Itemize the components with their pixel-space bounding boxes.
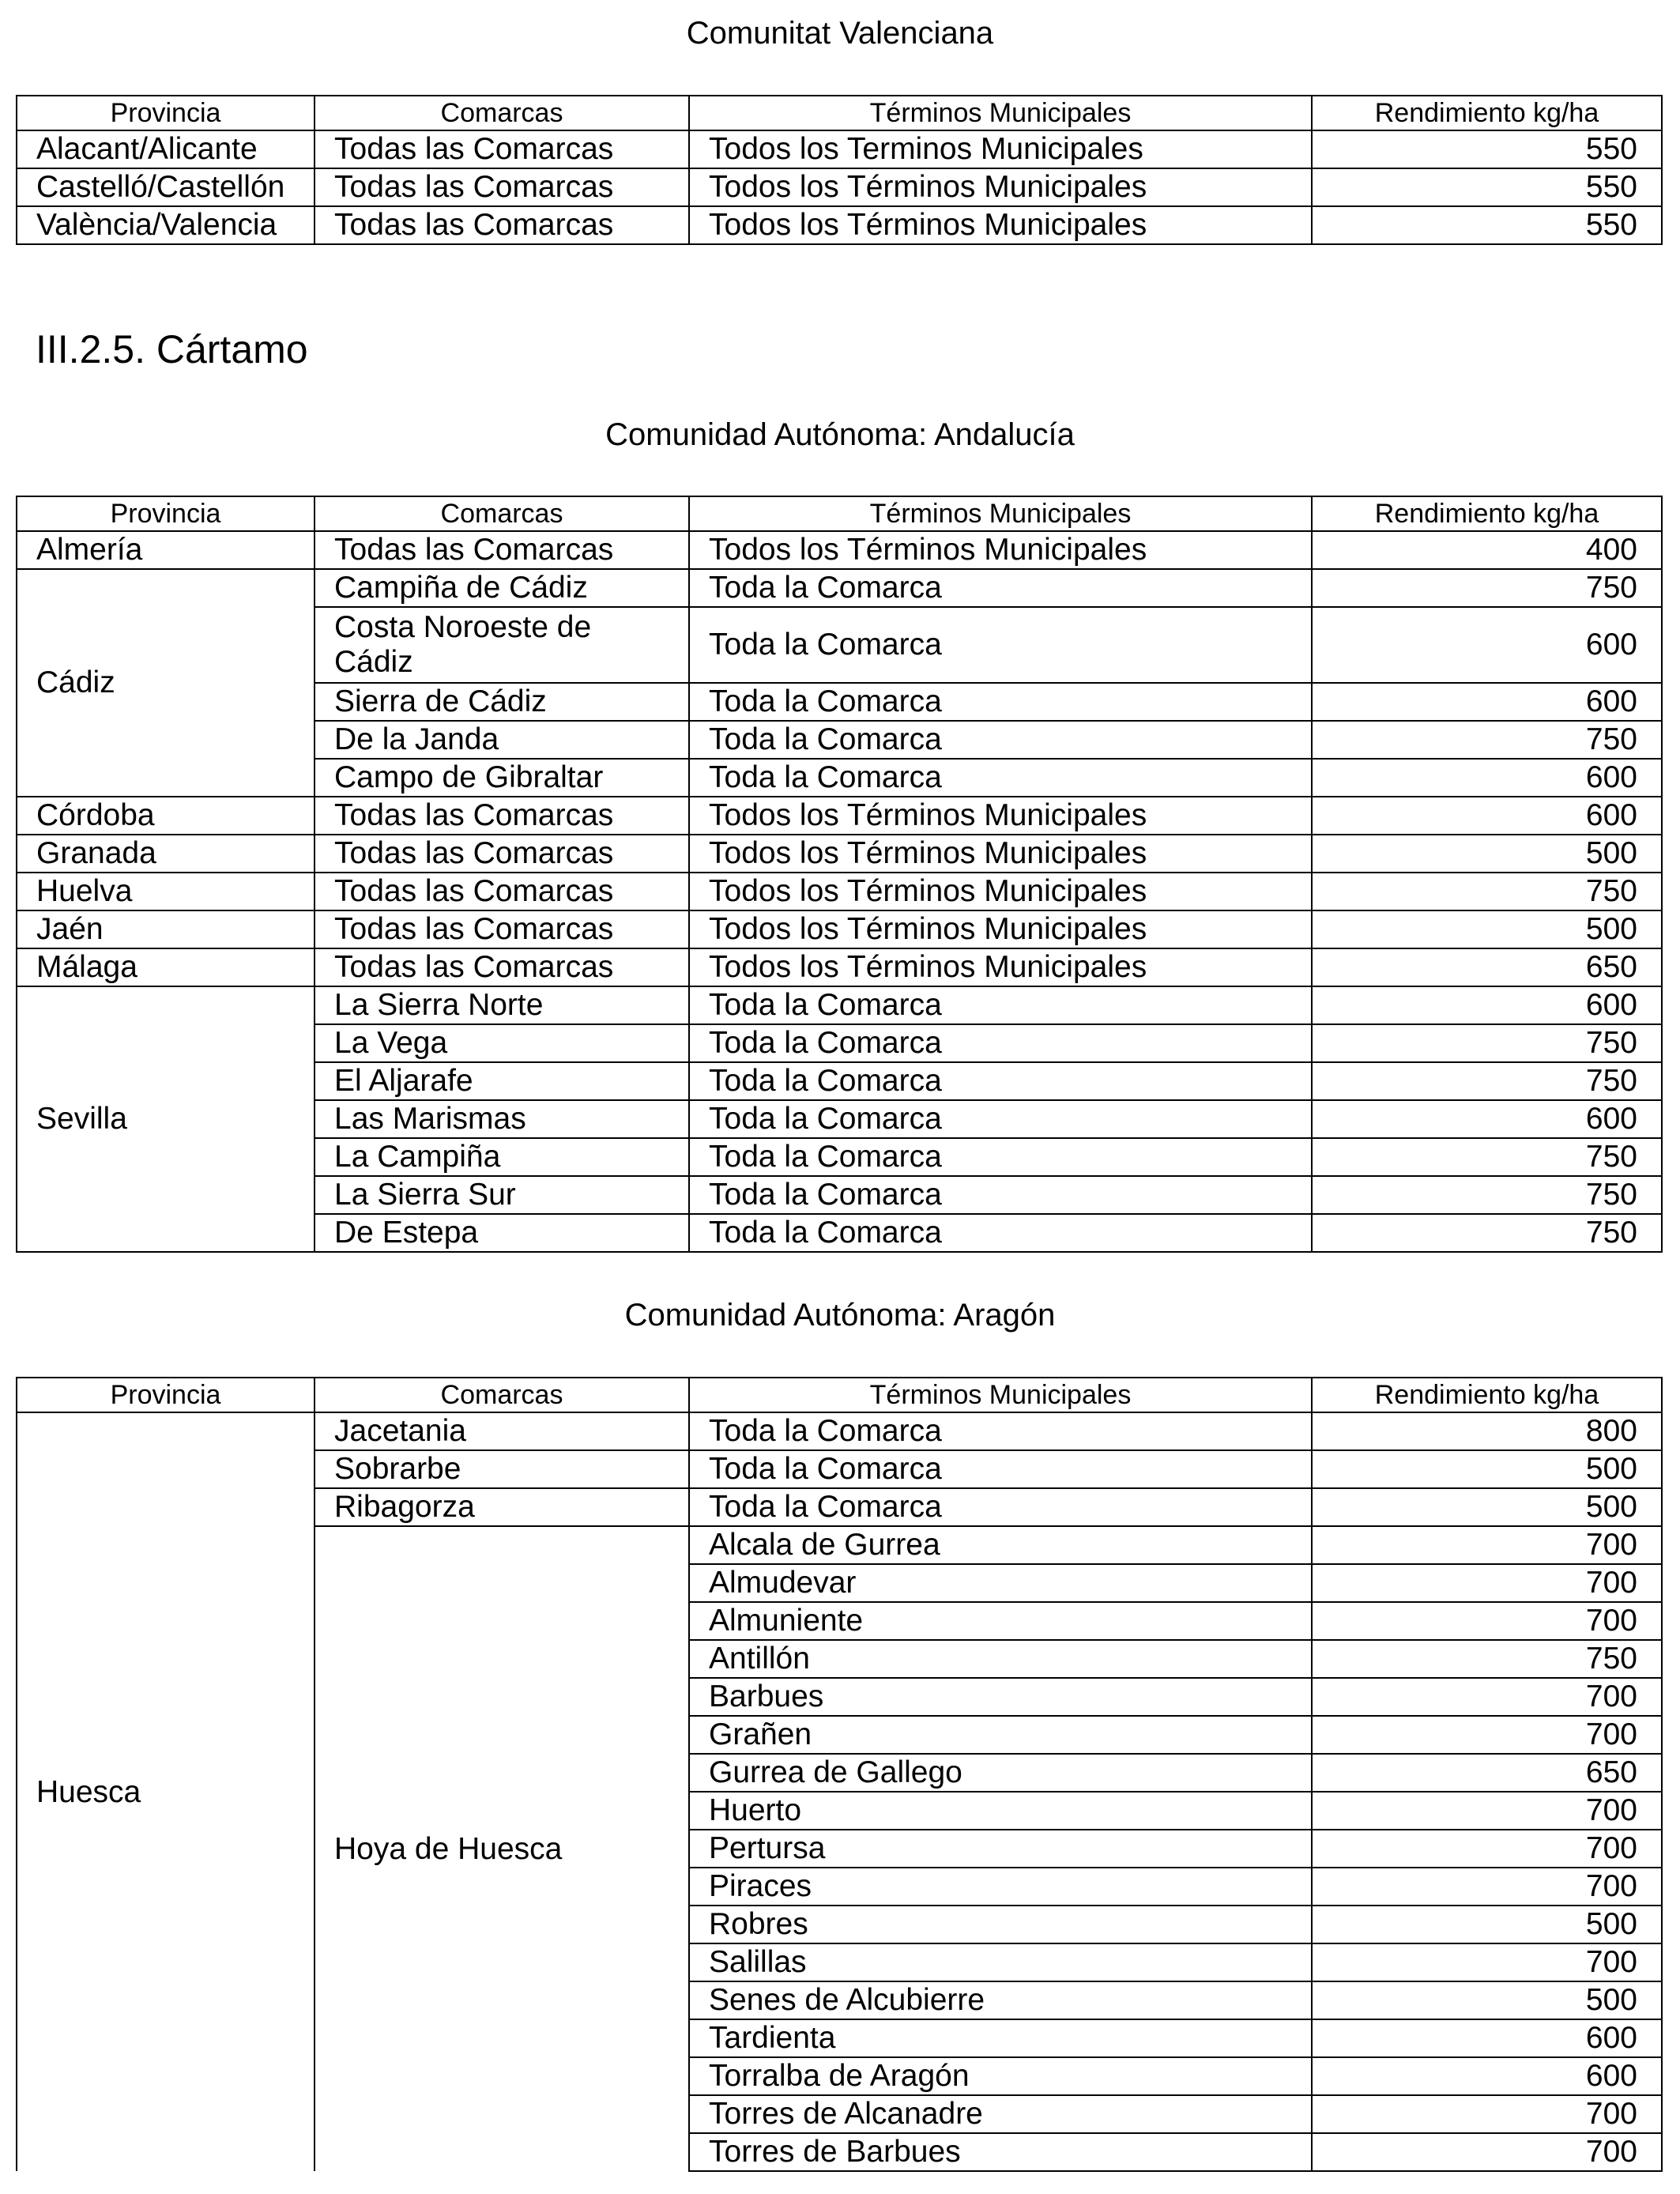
comarca-cell: El Aljarafe <box>315 1062 689 1100</box>
aragon-title: Comunidad Autónoma: Aragón <box>624 1298 1056 1333</box>
termino-cell: Toda la Comarca <box>689 1488 1312 1526</box>
comarca-cell: Ribagorza <box>315 1488 689 1526</box>
table-row <box>17 569 1662 607</box>
header-provincia: Provincia <box>17 96 315 130</box>
rendimiento-cell: 750 <box>1312 721 1662 759</box>
termino-cell: Toda la Comarca <box>689 721 1312 759</box>
termino-cell: Todos los Términos Municipales <box>689 948 1312 986</box>
termino-cell: Toda la Comarca <box>689 683 1312 721</box>
comarca-cell: Todas las Comarcas <box>315 948 689 986</box>
aragon-table <box>16 1377 1663 2172</box>
comarca-cell: Costa Noroeste de Cádiz <box>315 607 689 683</box>
comarca-cell: Todas las Comarcas <box>315 130 689 168</box>
rendimiento-cell: 800 <box>1312 1412 1662 1450</box>
rendimiento-cell: 700 <box>1312 1564 1662 1602</box>
provincia-cell: Cádiz <box>17 569 315 797</box>
comarca-cell: Hoya de Huesca <box>315 1526 689 2171</box>
rendimiento-cell: 700 <box>1312 1526 1662 1564</box>
rendimiento-cell: 700 <box>1312 1678 1662 1716</box>
comarca-cell: Sobrarbe <box>315 1450 689 1488</box>
table-row <box>17 206 1662 244</box>
header-comarcas: Comarcas <box>315 496 689 531</box>
rendimiento-cell: 700 <box>1312 2133 1662 2171</box>
provincia-cell: Huesca <box>17 1412 315 2171</box>
table-header-row <box>17 96 1662 130</box>
comarca-cell: Todas las Comarcas <box>315 910 689 948</box>
rendimiento-cell: 600 <box>1312 797 1662 835</box>
comarca-cell: La Sierra Sur <box>315 1176 689 1214</box>
rendimiento-cell: 700 <box>1312 1943 1662 1981</box>
rendimiento-cell: 600 <box>1312 1100 1662 1138</box>
table-row <box>17 910 1662 948</box>
rendimiento-cell: 700 <box>1312 1868 1662 1906</box>
rendimiento-cell: 500 <box>1312 1906 1662 1943</box>
termino-cell: Gurrea de Gallego <box>689 1754 1312 1792</box>
rendimiento-cell: 750 <box>1312 1214 1662 1252</box>
rendimiento-cell: 750 <box>1312 569 1662 607</box>
termino-cell: Todos los Términos Municipales <box>689 206 1312 244</box>
rendimiento-cell: 600 <box>1312 607 1662 683</box>
termino-cell: Toda la Comarca <box>689 759 1312 797</box>
termino-cell: Huerto <box>689 1792 1312 1830</box>
comarca-cell: Campiña de Cádiz <box>315 569 689 607</box>
table-header-row <box>17 496 1662 531</box>
table-row <box>17 797 1662 835</box>
termino-cell: Antillón <box>689 1640 1312 1678</box>
table-row <box>17 986 1662 1024</box>
rendimiento-cell: 750 <box>1312 1176 1662 1214</box>
rendimiento-cell: 550 <box>1312 168 1662 206</box>
table-header-row <box>17 1378 1662 1412</box>
comarca-cell: Las Marismas <box>315 1100 689 1138</box>
header-provincia: Provincia <box>17 1378 315 1412</box>
comarca-cell: La Campiña <box>315 1138 689 1176</box>
rendimiento-cell: 750 <box>1312 873 1662 910</box>
header-terminos: Términos Municipales <box>689 96 1312 130</box>
rendimiento-cell: 650 <box>1312 1754 1662 1792</box>
rendimiento-cell: 600 <box>1312 2019 1662 2057</box>
termino-cell: Salillas <box>689 1943 1312 1981</box>
section-heading: III.2.5. Cártamo <box>36 327 308 371</box>
provincia-cell: Málaga <box>17 948 315 986</box>
rendimiento-cell: 700 <box>1312 1716 1662 1754</box>
valenciana-title: Comunitat Valenciana <box>686 16 994 51</box>
valenciana-table <box>16 95 1663 245</box>
comarca-cell: Todas las Comarcas <box>315 168 689 206</box>
table-row <box>17 1412 1662 1450</box>
provincia-cell: Granada <box>17 835 315 873</box>
comarca-cell: De la Janda <box>315 721 689 759</box>
termino-cell: Todos los Términos Municipales <box>689 910 1312 948</box>
header-terminos: Términos Municipales <box>689 1378 1312 1412</box>
termino-cell: Toda la Comarca <box>689 1214 1312 1252</box>
rendimiento-cell: 650 <box>1312 948 1662 986</box>
comarca-cell: La Vega <box>315 1024 689 1062</box>
rendimiento-cell: 500 <box>1312 910 1662 948</box>
provincia-cell: Jaén <box>17 910 315 948</box>
rendimiento-cell: 550 <box>1312 130 1662 168</box>
comarca-cell: Campo de Gibraltar <box>315 759 689 797</box>
rendimiento-cell: 600 <box>1312 759 1662 797</box>
termino-cell: Toda la Comarca <box>689 986 1312 1024</box>
rendimiento-cell: 750 <box>1312 1024 1662 1062</box>
termino-cell: Toda la Comarca <box>689 1450 1312 1488</box>
termino-cell: Toda la Comarca <box>689 569 1312 607</box>
comarca-cell: Jacetania <box>315 1412 689 1450</box>
rendimiento-cell: 700 <box>1312 1792 1662 1830</box>
rendimiento-cell: 600 <box>1312 986 1662 1024</box>
comarca-cell: Todas las Comarcas <box>315 206 689 244</box>
termino-cell: Toda la Comarca <box>689 1062 1312 1100</box>
rendimiento-cell: 750 <box>1312 1062 1662 1100</box>
termino-cell: Barbues <box>689 1678 1312 1716</box>
termino-cell: Toda la Comarca <box>689 607 1312 683</box>
header-rendimiento: Rendimiento kg/ha <box>1312 496 1662 531</box>
termino-cell: Senes de Alcubierre <box>689 1981 1312 2019</box>
provincia-cell: Almería <box>17 531 315 569</box>
comarca-cell: Todas las Comarcas <box>315 531 689 569</box>
table-row <box>17 130 1662 168</box>
header-rendimiento: Rendimiento kg/ha <box>1312 1378 1662 1412</box>
table-row <box>17 948 1662 986</box>
termino-cell: Robres <box>689 1906 1312 1943</box>
andalucia-title: Comunidad Autónoma: Andalucía <box>605 417 1075 452</box>
rendimiento-cell: 400 <box>1312 531 1662 569</box>
header-terminos: Términos Municipales <box>689 496 1312 531</box>
comarca-cell: Todas las Comarcas <box>315 873 689 910</box>
termino-cell: Almudevar <box>689 1564 1312 1602</box>
rendimiento-cell: 750 <box>1312 1138 1662 1176</box>
termino-cell: Todos los Términos Municipales <box>689 835 1312 873</box>
termino-cell: Toda la Comarca <box>689 1138 1312 1176</box>
termino-cell: Todos los Términos Municipales <box>689 168 1312 206</box>
table-row <box>17 168 1662 206</box>
rendimiento-cell: 550 <box>1312 206 1662 244</box>
termino-cell: Torres de Barbues <box>689 2133 1312 2171</box>
comarca-cell: Sierra de Cádiz <box>315 683 689 721</box>
rendimiento-cell: 500 <box>1312 1981 1662 2019</box>
comarca-cell: Todas las Comarcas <box>315 835 689 873</box>
termino-cell: Tardienta <box>689 2019 1312 2057</box>
termino-cell: Pertursa <box>689 1830 1312 1868</box>
rendimiento-cell: 600 <box>1312 683 1662 721</box>
comarca-cell: Todas las Comarcas <box>315 797 689 835</box>
table-row <box>17 531 1662 569</box>
rendimiento-cell: 500 <box>1312 1488 1662 1526</box>
rendimiento-cell: 750 <box>1312 1640 1662 1678</box>
rendimiento-cell: 700 <box>1312 1602 1662 1640</box>
termino-cell: Todos los Términos Municipales <box>689 873 1312 910</box>
termino-cell: Todos los Términos Municipales <box>689 797 1312 835</box>
termino-cell: Piraces <box>689 1868 1312 1906</box>
termino-cell: Toda la Comarca <box>689 1100 1312 1138</box>
provincia-cell: Huelva <box>17 873 315 910</box>
termino-cell: Toda la Comarca <box>689 1024 1312 1062</box>
termino-cell: Torres de Alcanadre <box>689 2095 1312 2133</box>
header-comarcas: Comarcas <box>315 96 689 130</box>
termino-cell: Todos los Terminos Municipales <box>689 130 1312 168</box>
termino-cell: Toda la Comarca <box>689 1176 1312 1214</box>
table-row <box>17 873 1662 910</box>
comarca-cell: La Sierra Norte <box>315 986 689 1024</box>
rendimiento-cell: 500 <box>1312 1450 1662 1488</box>
andalucia-table <box>16 496 1663 1253</box>
comarca-cell: De Estepa <box>315 1214 689 1252</box>
header-provincia: Provincia <box>17 496 315 531</box>
rendimiento-cell: 700 <box>1312 1830 1662 1868</box>
termino-cell: Grañen <box>689 1716 1312 1754</box>
provincia-cell: Sevilla <box>17 986 315 1252</box>
rendimiento-cell: 500 <box>1312 835 1662 873</box>
termino-cell: Todos los Términos Municipales <box>689 531 1312 569</box>
provincia-cell: Córdoba <box>17 797 315 835</box>
termino-cell: Toda la Comarca <box>689 1412 1312 1450</box>
rendimiento-cell: 700 <box>1312 2095 1662 2133</box>
termino-cell: Almuniente <box>689 1602 1312 1640</box>
table-row <box>17 835 1662 873</box>
termino-cell: Torralba de Aragón <box>689 2057 1312 2095</box>
provincia-cell: Castelló/Castellón <box>17 168 315 206</box>
header-comarcas: Comarcas <box>315 1378 689 1412</box>
termino-cell: Alcala de Gurrea <box>689 1526 1312 1564</box>
rendimiento-cell: 600 <box>1312 2057 1662 2095</box>
header-rendimiento: Rendimiento kg/ha <box>1312 96 1662 130</box>
provincia-cell: Alacant/Alicante <box>17 130 315 168</box>
provincia-cell: València/Valencia <box>17 206 315 244</box>
